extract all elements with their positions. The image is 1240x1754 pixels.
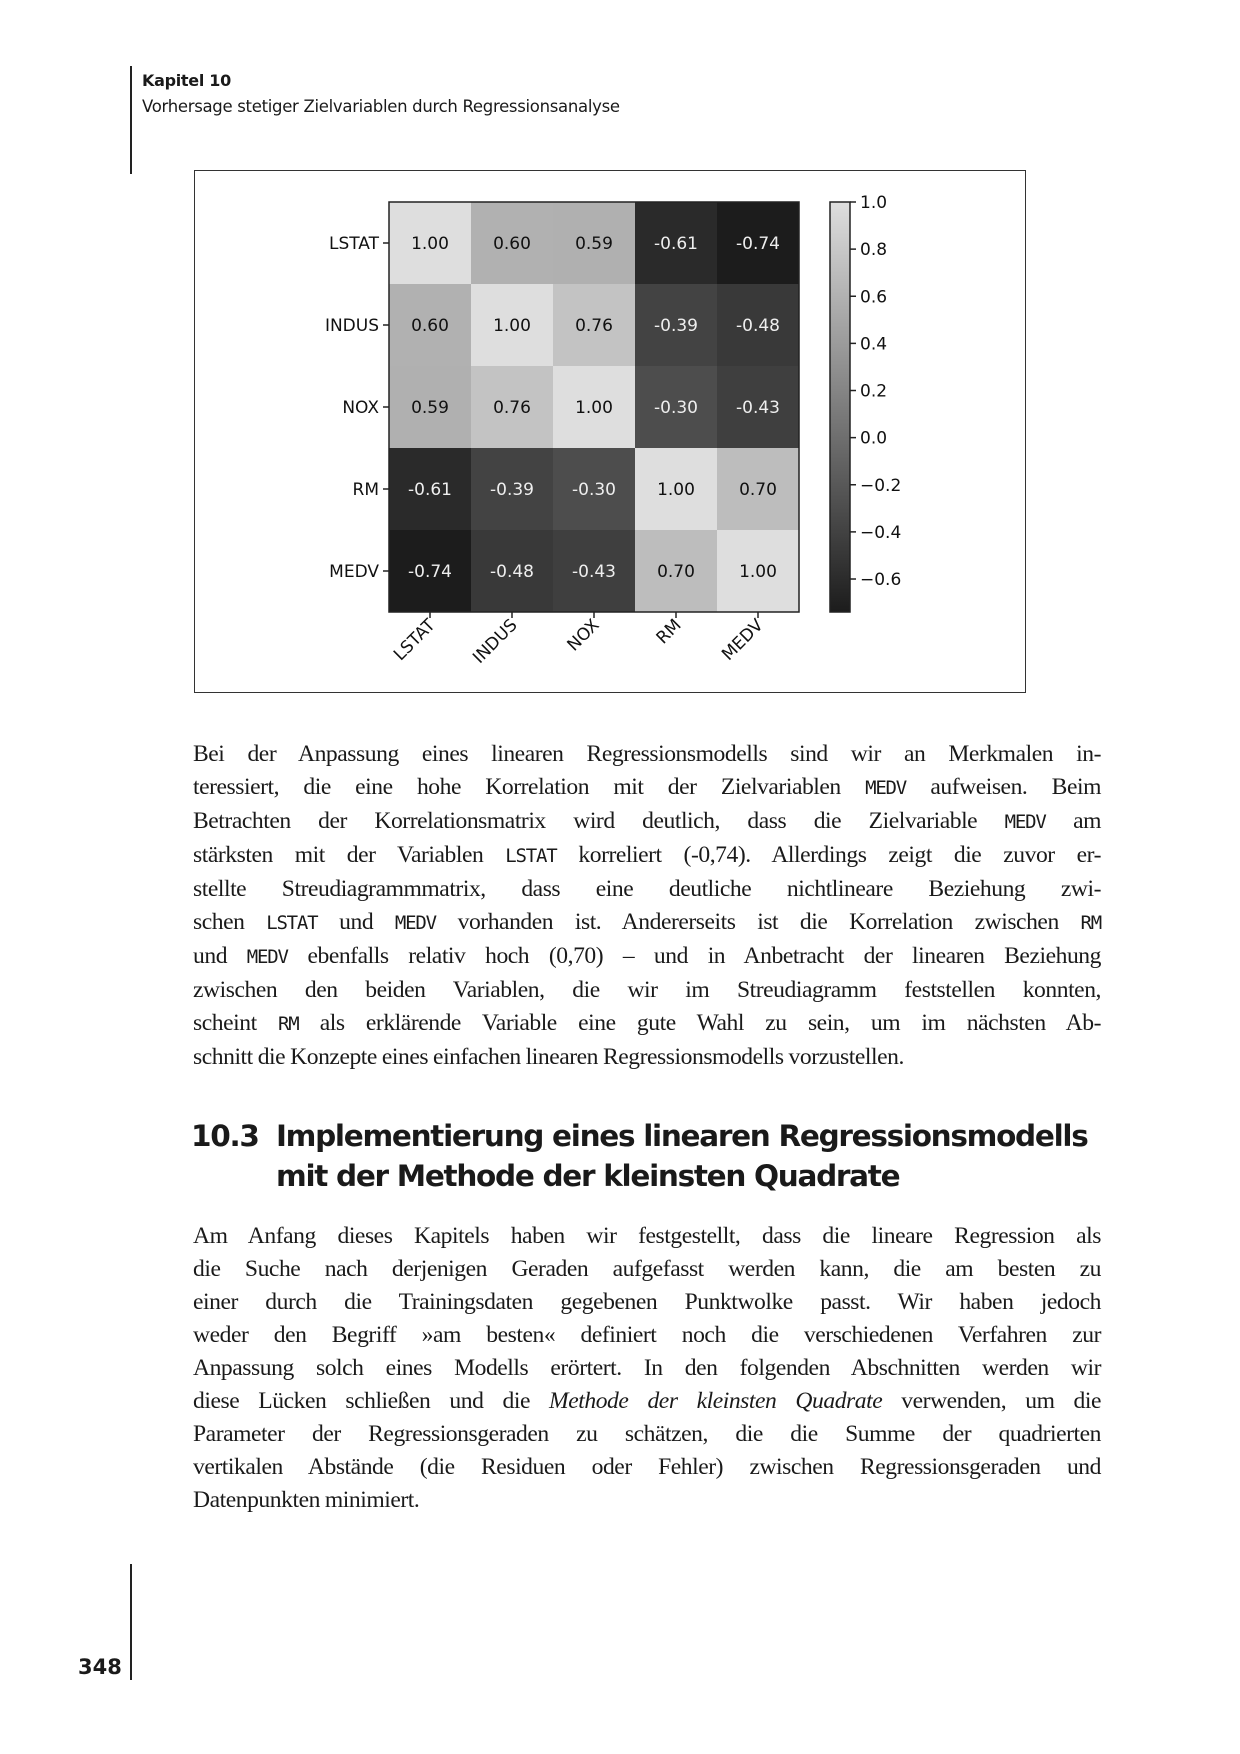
- section-title-line2: mit der Methode der kleinsten Quadrate: [276, 1159, 900, 1193]
- heatmap-value-label: -0.43: [736, 398, 780, 418]
- para2-line: [193, 1451, 1101, 1484]
- colorbar-tick-label: 1.0: [860, 193, 888, 213]
- text-run: die Suche nach derjenigen Geraden aufgefasst werden kann, die am besten zu: [193, 1256, 1101, 1282]
- text-run: Am Anfang dieses Kapitels haben wir festgestellt, dass die lineare Regression als: [193, 1223, 1101, 1249]
- y-axis-ticks: [325, 234, 389, 582]
- inline-code: MEDV: [1004, 811, 1046, 833]
- text-run: schnitt die Konzepte eines einfachen linearen Regressionsmodells vorzustellen.: [193, 1044, 904, 1070]
- para1-line: [193, 805, 1101, 839]
- para1-line: [193, 738, 1101, 771]
- y-tick-label: LSTAT: [328, 234, 379, 254]
- para2-line: [193, 1484, 1101, 1517]
- para1-line: [193, 940, 1101, 974]
- heatmap-value-label: 0.59: [411, 398, 449, 418]
- colorbar-tick-label: 0.8: [860, 240, 888, 261]
- inline-code: LSTAT: [266, 912, 318, 934]
- para2-line: [193, 1418, 1101, 1451]
- heatmap-value-label: -0.48: [490, 562, 534, 582]
- heatmap-value-label: 0.70: [739, 480, 777, 500]
- heatmap-value-label: -0.61: [654, 234, 698, 254]
- inline-code: LSTAT: [505, 845, 557, 867]
- text-run: einer durch die Trainingsdaten gegebenen Punktwolke passt. Wir haben jedoch: [193, 1289, 1101, 1315]
- heatmap-value-label: 0.76: [575, 316, 613, 336]
- text-run: korreliert (-0,74). Allerdings zeigt die zuvor er-: [556, 842, 1101, 868]
- y-tick-label: NOX: [342, 398, 379, 418]
- y-tick-label: INDUS: [324, 316, 379, 336]
- header-rule: [130, 66, 132, 174]
- colorbar-tick-label: −0.2: [860, 475, 902, 496]
- section-title-line1: Implementierung eines linearen Regressionsmodells: [276, 1119, 1088, 1153]
- para2-line: [193, 1352, 1101, 1385]
- page-number: 348: [78, 1655, 122, 1679]
- x-tick-label: LSTAT: [390, 615, 440, 665]
- inline-code: RM: [1080, 912, 1102, 934]
- text-run: vorhanden ist. Andererseits ist die Korrelation zwischen: [435, 909, 1081, 935]
- paragraph-least-squares-intro: [193, 1220, 1101, 1517]
- inline-code: RM: [277, 1013, 299, 1035]
- text-run: aufweisen. Beim: [906, 774, 1101, 800]
- heatmap-value-label: -0.74: [408, 562, 452, 582]
- text-run: ebenfalls relativ hoch (0,70) – und in Anbetracht der linearen Beziehung: [287, 943, 1101, 969]
- text-run: Bei der Anpassung eines linearen Regressionsmodells sind wir an Merkmalen in-: [193, 741, 1101, 767]
- para1-line: [193, 839, 1101, 873]
- x-tick-label: INDUS: [469, 615, 522, 668]
- y-tick-label: MEDV: [329, 562, 379, 582]
- footer-rule: [130, 1564, 132, 1680]
- text-run: stellte Streudiagrammmatrix, dass eine deutliche nichtlineare Beziehung zwi-: [193, 876, 1101, 902]
- heatmap-value-label: 1.00: [411, 234, 449, 254]
- heatmap-value-label: 0.59: [575, 234, 613, 254]
- para2-line: [193, 1253, 1101, 1286]
- inline-code: MEDV: [865, 777, 907, 799]
- heatmap-value-label: -0.39: [490, 480, 534, 500]
- heatmap-value-label: -0.48: [736, 316, 780, 336]
- heatmap-value-label: 1.00: [575, 398, 613, 418]
- text-run: Datenpunkten minimiert.: [193, 1487, 420, 1513]
- text-run: verwenden, um die: [882, 1388, 1101, 1414]
- heatmap-value-label: 1.00: [657, 480, 695, 500]
- para1-line: [193, 771, 1101, 805]
- heatmap-value-label: -0.30: [572, 480, 616, 500]
- text-run: vertikalen Abstände (die Residuen oder Fehler) zwischen Regressionsgeraden und: [193, 1454, 1101, 1480]
- para1-line: [193, 1041, 1101, 1074]
- text-run: teressiert, die eine hohe Korrelation mit der Zielvariablen: [193, 774, 866, 800]
- section-number: 10.3: [191, 1119, 259, 1153]
- inline-code: MEDV: [394, 912, 436, 934]
- text-run: weder den Begriff »am besten« definiert noch die verschiedenen Verfahren zur: [193, 1322, 1101, 1348]
- correlation-heatmap: [194, 170, 1026, 693]
- heatmap-value-label: -0.39: [654, 316, 698, 336]
- text-run: scheint: [193, 1010, 278, 1036]
- running-head-title: Vorhersage stetiger Zielvariablen durch Regressionsanalyse: [142, 97, 620, 116]
- para2-line: [193, 1220, 1101, 1253]
- colorbar-tick-label: 0.4: [860, 334, 888, 355]
- x-axis-ticks: [390, 612, 768, 668]
- heatmap-value-label: -0.30: [654, 398, 698, 418]
- colorbar: [830, 193, 901, 612]
- text-run: am: [1045, 808, 1101, 834]
- heatmap-value-label: -0.61: [408, 480, 452, 500]
- x-tick-label: NOX: [563, 615, 604, 656]
- inline-code: MEDV: [246, 946, 288, 968]
- text-run: Parameter der Regressionsgeraden zu schätzen, die die Summe der quadrierten: [193, 1421, 1101, 1447]
- para1-line: [193, 906, 1101, 940]
- para2-line: [193, 1319, 1101, 1352]
- heatmap-value-label: 1.00: [493, 316, 531, 336]
- text-run: diese Lücken schließen und die: [193, 1388, 550, 1414]
- x-tick-label: RM: [652, 615, 686, 649]
- colorbar-tick-label: −0.4: [860, 522, 902, 543]
- text-run: und: [193, 943, 247, 969]
- heatmap-value-label: 0.76: [493, 398, 531, 418]
- heatmap-value-label: -0.74: [736, 234, 780, 254]
- heatmap-value-label: 0.60: [493, 234, 531, 254]
- colorbar-gradient: [830, 202, 850, 612]
- heatmap-value-label: 0.60: [411, 316, 449, 336]
- x-tick-label: MEDV: [718, 615, 768, 665]
- text-run: Anpassung solch eines Modells erörtert. In den folgenden Abschnitten werden wir: [193, 1355, 1101, 1381]
- colorbar-tick-label: 0.2: [860, 381, 888, 402]
- para2-line: [193, 1286, 1101, 1319]
- colorbar-tick-label: 0.0: [860, 428, 888, 449]
- text-run: und: [317, 909, 395, 935]
- paragraph-correlation-discussion: [193, 738, 1101, 1074]
- text-run: stärksten mit der Variablen: [193, 842, 506, 868]
- para1-line: [193, 974, 1101, 1007]
- heatmap-value-label: 0.70: [657, 562, 695, 582]
- running-head-chapter: Kapitel 10: [142, 71, 231, 90]
- text-run: zwischen den beiden Variablen, die wir im Streudiagramm feststellen konnten,: [193, 977, 1101, 1003]
- colorbar-tick-label: −0.6: [860, 570, 902, 591]
- text-run: Betrachten der Korrelationsmatrix wird deutlich, dass die Zielvariable: [193, 808, 1005, 834]
- heatmap-value-label: 1.00: [739, 562, 777, 582]
- para1-line: [193, 1007, 1101, 1041]
- heatmap-value-label: -0.43: [572, 562, 616, 582]
- emphasis-text: Methode der kleinsten Quadrate: [549, 1388, 883, 1414]
- y-tick-label: RM: [352, 480, 379, 500]
- colorbar-tick-label: 0.6: [860, 287, 888, 308]
- text-run: schen: [193, 909, 267, 935]
- para2-line: [193, 1385, 1101, 1418]
- section-heading: [191, 1116, 1087, 1196]
- text-run: als erklärende Variable eine gute Wahl zu sein, um im nächsten Ab-: [298, 1010, 1102, 1036]
- para1-line: [193, 873, 1101, 906]
